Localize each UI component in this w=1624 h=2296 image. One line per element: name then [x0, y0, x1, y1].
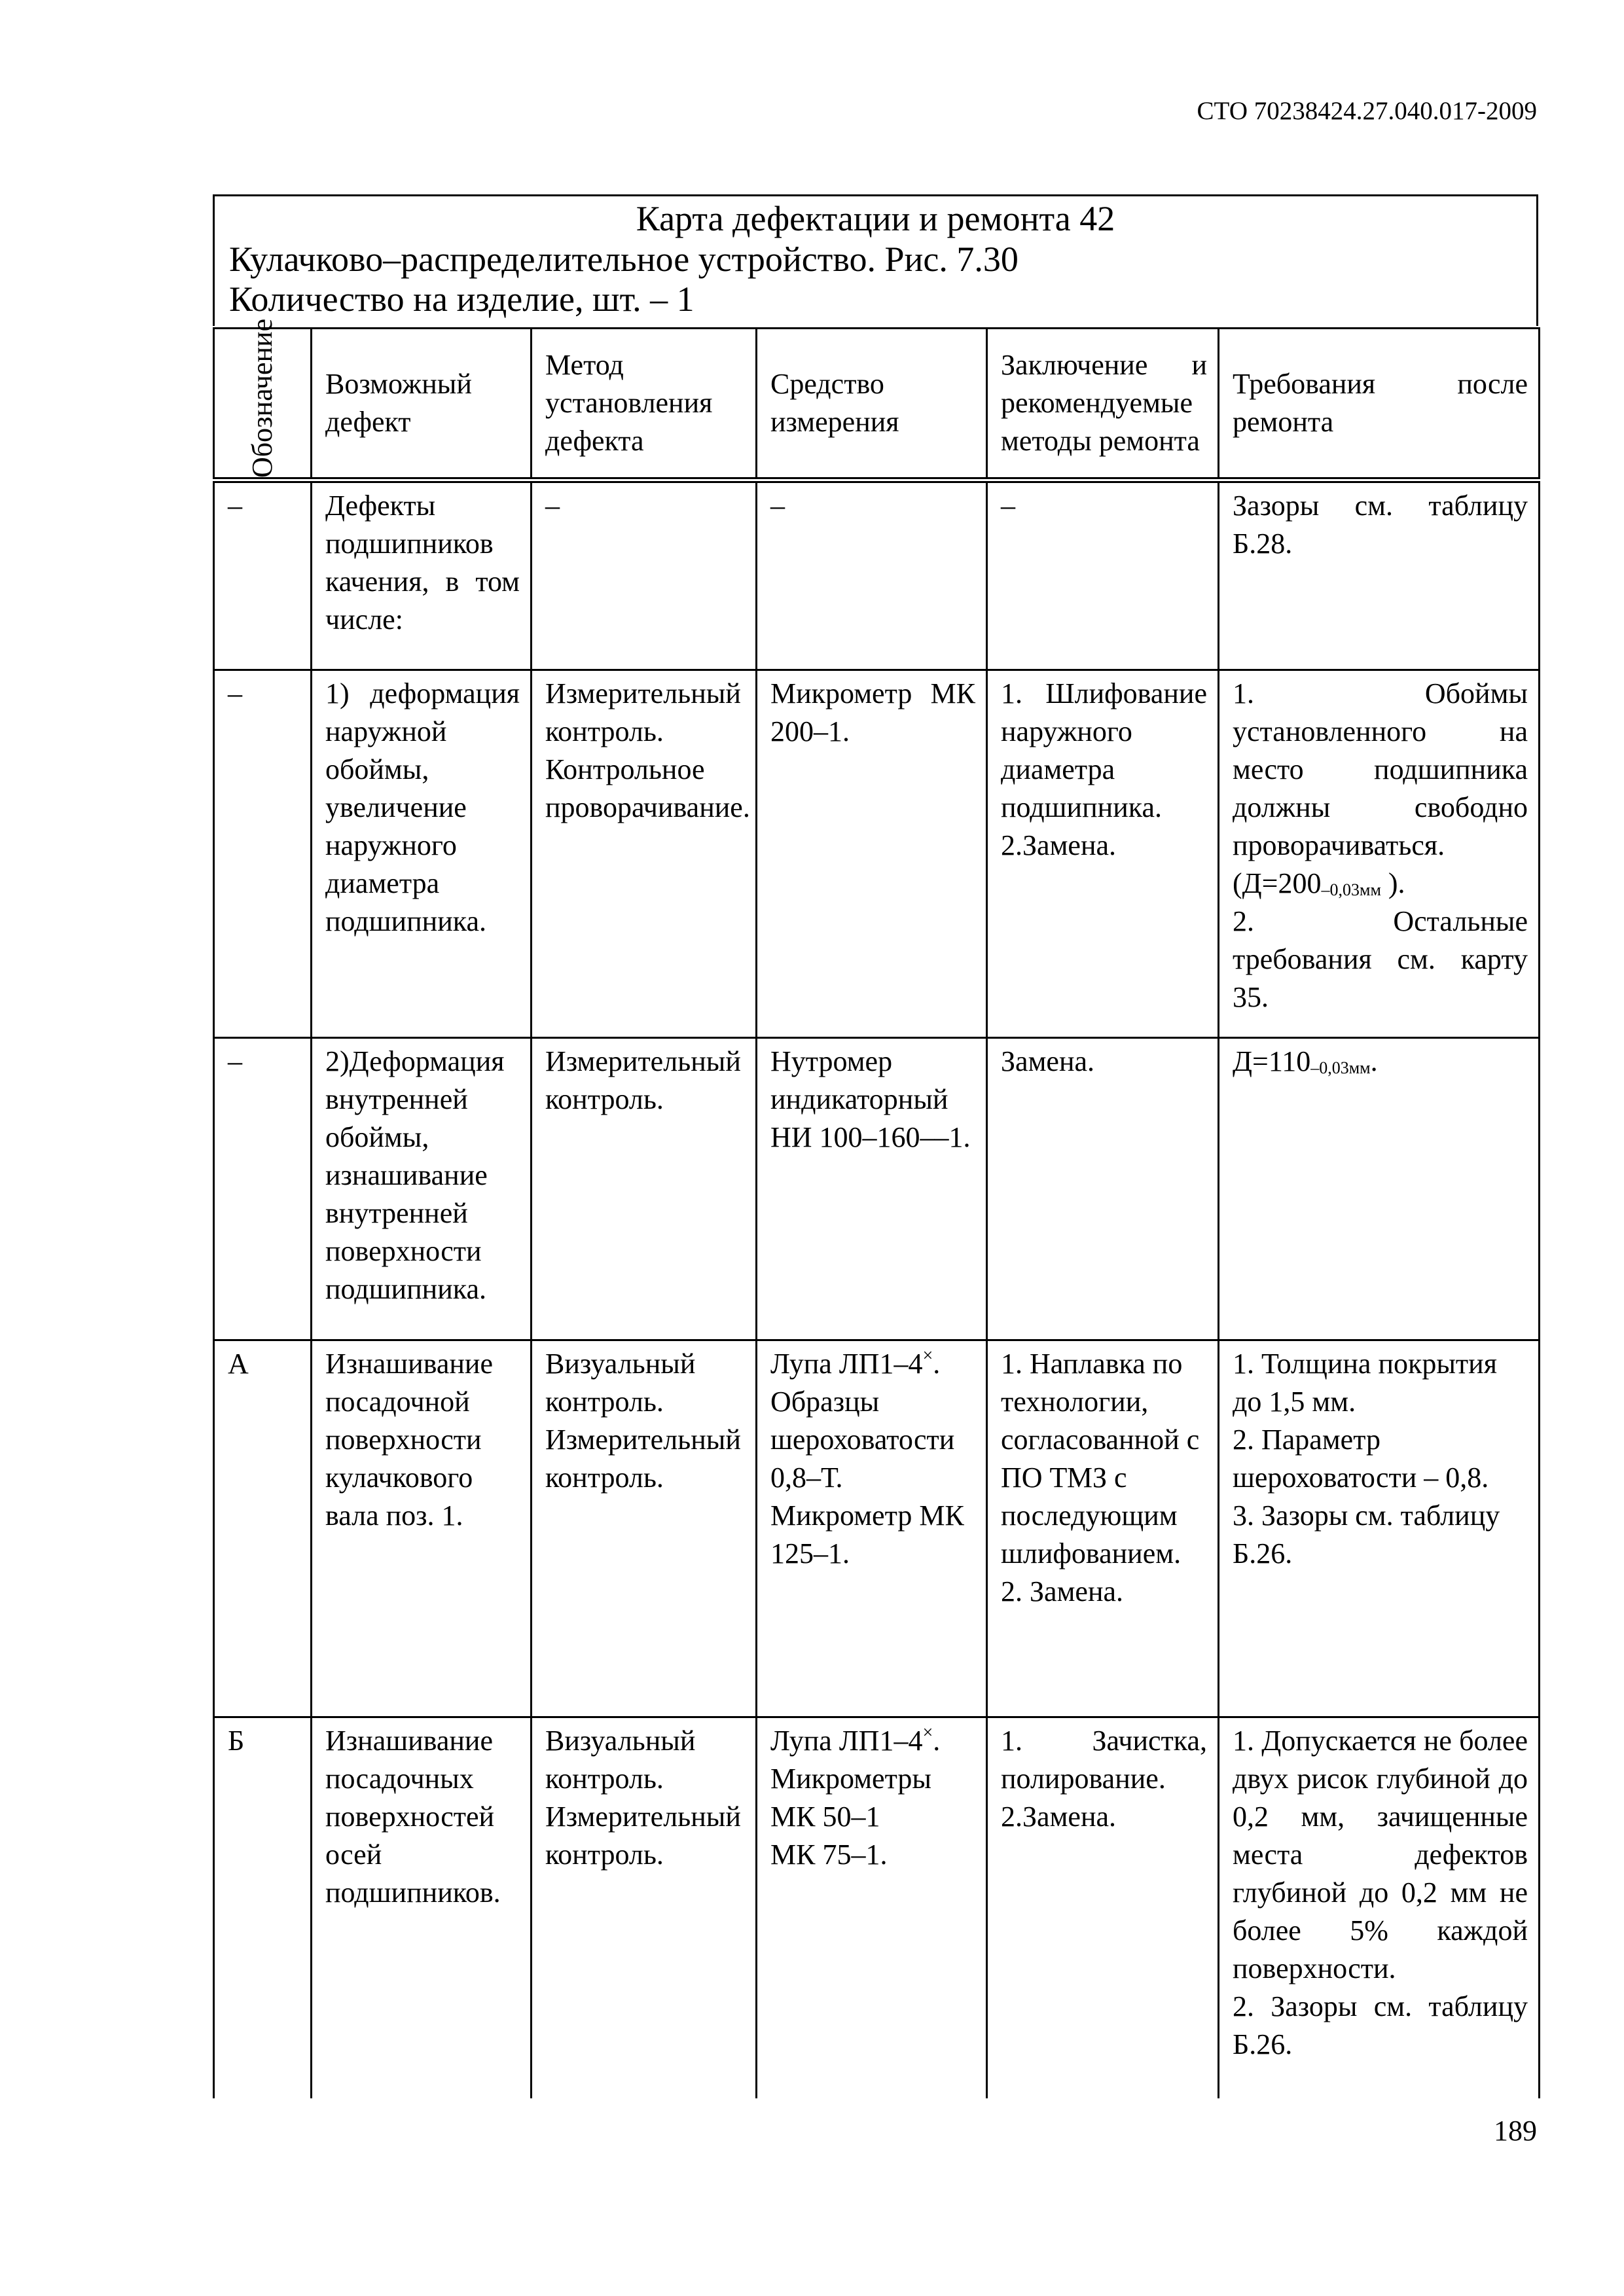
row-instrument: Микрометр МК 200–1. [757, 670, 987, 1038]
row-defect: 2)Деформация внутренней обоймы, изнашивание внутренней поверхности подшипника. [312, 1038, 532, 1340]
row-requirements [1219, 670, 1540, 1038]
header-designation [214, 318, 312, 480]
row-conclusion: – [987, 480, 1219, 670]
table-row [214, 1340, 1540, 1717]
row-method [532, 1717, 757, 2098]
magnifier-label: Лупа ЛП1–4 [770, 1348, 923, 1380]
row-instrument: – [757, 480, 987, 670]
row-requirements: Зазоры см. таблицу Б.28. [1219, 480, 1540, 670]
tolerance-prefix: Д=110 [1233, 1045, 1311, 1077]
magnification-mark: × [922, 1723, 933, 1743]
tolerance-prefix: (Д=200 [1233, 867, 1322, 899]
row-code: Б [214, 1717, 312, 2098]
tolerance-line [1233, 865, 1528, 903]
instrument-item: Микрометр МК 125–1. [770, 1499, 964, 1570]
magnifier-end: . [933, 1725, 941, 1757]
row-method: – [532, 480, 757, 670]
requirement-item: 1. Обоймы установленного на место подшипника должны свободно проворачиваться. [1233, 677, 1528, 861]
requirement-item: 2. Зазоры см. таблицу Б.26. [1233, 1990, 1528, 2060]
conclusion-item: 2. Замена. [1001, 1575, 1124, 1607]
method-item: Измерительный контроль. [545, 1424, 741, 1494]
row-instrument [757, 1717, 987, 2098]
document-code: СТО 70238424.27.040.017-2009 [1197, 97, 1537, 125]
page-number: 189 [1494, 2115, 1537, 2147]
row-code: – [214, 1038, 312, 1340]
row-conclusion [987, 670, 1219, 1038]
conclusion-item: 1. Зачистка, полирование. [1001, 1725, 1207, 1795]
requirement-item: 2. Параметр шероховатости – 0,8. [1233, 1424, 1489, 1494]
magnification-mark: × [922, 1346, 933, 1366]
row-defect: 1) деформация наружной обоймы, увеличение наружного диаметра подшипника. [312, 670, 532, 1038]
conclusion-item: 1. Шлифование наружного диаметра подшипника. [1001, 677, 1207, 823]
requirement-item: 1. Допускается не более двух рисок глубиной до 0,2 мм, зачищенные места дефектов глубиной до 0,2 мм не более 5% каждой поверхности. [1233, 1725, 1528, 1984]
instrument-item: Микрометры МК 50–1 [770, 1763, 931, 1833]
magnifier-line [770, 1345, 975, 1383]
magnifier-label: Лупа ЛП1–4 [770, 1725, 923, 1757]
conclusion-item: 1. Наплавка по технологии, согласованной с ПО ТМЗ с последующим шлифованием. [1001, 1348, 1200, 1570]
row-code: – [214, 670, 312, 1038]
table-row [214, 670, 1540, 1038]
row-requirements [1219, 1340, 1540, 1717]
card-title: Карта дефектации и ремонта 42 [636, 199, 1115, 238]
row-instrument: Нутромер индикаторный НИ 100–160––1. [757, 1038, 987, 1340]
header-method: Метод установления дефекта [532, 329, 757, 480]
conclusion-item: 2.Замена. [1001, 829, 1117, 861]
row-method [532, 1340, 757, 1717]
row-method: Измерительный контроль. [532, 1038, 757, 1340]
table-row [214, 1717, 1540, 2098]
row-defect: Изнашивание посадочной поверхности кулачкового вала поз. 1. [312, 1340, 532, 1717]
row-requirements [1219, 1038, 1540, 1340]
instrument-item: Образцы шероховатости 0,8–Т. [770, 1386, 955, 1494]
row-requirements [1219, 1717, 1540, 2098]
row-conclusion [987, 1340, 1219, 1717]
method-item: Измерительный контроль. [545, 1801, 741, 1871]
row-defect: Дефекты подшипников качения, в том числе: [312, 480, 532, 670]
requirement-item: 3. Зазоры см. таблицу Б.26. [1233, 1499, 1500, 1570]
row-conclusion [987, 1717, 1219, 2098]
row-code: – [214, 480, 312, 670]
tolerance-subscript: –0,03мм [1310, 1058, 1371, 1077]
table-row [214, 480, 1540, 670]
requirement-item: 2. Остальные требования см. карту 35. [1233, 905, 1528, 1013]
row-instrument [757, 1340, 987, 1717]
magnifier-end: . [933, 1348, 941, 1380]
table-header-row [214, 329, 1540, 480]
defect-table [213, 318, 1540, 2098]
header-requirements: Требования после ремонта [1219, 329, 1540, 480]
header-conclusion: Заключение и рекомендуемые методы ремонта [987, 329, 1219, 480]
conclusion-item: 2.Замена. [1001, 1801, 1117, 1833]
tolerance-suffix: ). [1380, 867, 1405, 899]
row-code: А [214, 1340, 312, 1717]
requirement-item: 1. Толщина покрытия до 1,5 мм. [1233, 1348, 1497, 1418]
tolerance-suffix: . [1370, 1045, 1378, 1077]
method-item: Визуальный контроль. [545, 1348, 696, 1418]
row-method: Измерительный контроль. Контрольное проворачивание. [532, 670, 757, 1038]
tolerance-subscript: –0,03мм [1321, 880, 1381, 899]
method-item: Визуальный контроль. [545, 1725, 696, 1795]
row-defect: Изнашивание посадочных поверхностей осей подшипников. [312, 1717, 532, 2098]
card-quantity: Количество на изделие, шт. – 1 [229, 279, 695, 319]
header-instrument: Средство измерения [757, 329, 987, 480]
card-header [213, 194, 1538, 326]
row-conclusion: Замена. [987, 1038, 1219, 1340]
instrument-item: МК 75–1. [770, 1839, 888, 1871]
header-defect: Возможный дефект [312, 329, 532, 480]
card-unit: Кулачково–распределительное устройство. Рис. 7.30 [229, 239, 1019, 279]
magnifier-line [770, 1722, 975, 1760]
table-row [214, 1038, 1540, 1340]
header-designation-label: Обозначение [246, 318, 278, 478]
